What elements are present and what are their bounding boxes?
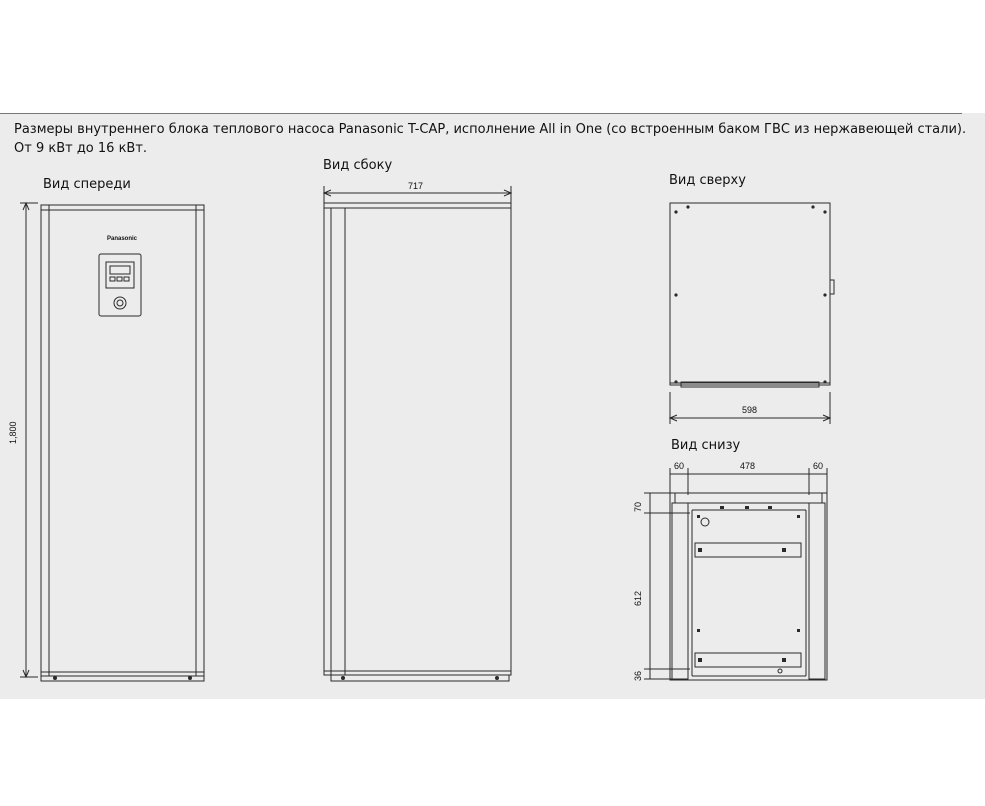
height-dimension-text: 1,800 <box>8 421 18 444</box>
control-panel <box>99 254 141 316</box>
side-foot-right <box>496 677 499 680</box>
bottom-mid-text: 478 <box>740 461 756 471</box>
control-key-1 <box>110 277 115 281</box>
front-foot-left <box>54 677 57 680</box>
control-key-3 <box>124 277 129 281</box>
caption-line-1: Размеры внутреннего блока теплового насоса Panasonic T-CAP, исполнение All in One (со встроенным баком ГВС из нержавеющей стали). <box>14 122 967 137</box>
control-key-2 <box>117 277 122 281</box>
bolt-6 <box>797 629 800 632</box>
side-base <box>331 675 509 681</box>
port-2 <box>745 506 749 509</box>
top-hole-3 <box>811 205 814 208</box>
bolt-3 <box>698 658 702 662</box>
caption-line-2: От 9 кВт до 16 кВт. <box>14 141 148 156</box>
bolt-7 <box>697 515 700 518</box>
bottom-left-leg <box>672 503 688 679</box>
bolt-5 <box>697 629 700 632</box>
brand-logo: Panasonic <box>107 236 138 242</box>
front-foot-right <box>189 677 192 680</box>
bottom-view-label: Вид снизу <box>671 438 741 453</box>
depth-dimension-text: 717 <box>408 181 424 191</box>
top-hole-7 <box>674 380 677 383</box>
front-view-label: Вид спереди <box>43 177 131 192</box>
bottom-span-text: 612 <box>633 590 643 606</box>
control-knob <box>114 297 126 309</box>
top-view <box>670 203 834 424</box>
side-body <box>324 203 511 675</box>
top-hole-6 <box>823 293 826 296</box>
bolt-1 <box>698 548 702 552</box>
bottom-offset-text: 70 <box>633 501 643 512</box>
bolt-8 <box>797 515 800 518</box>
top-view-label: Вид сверху <box>669 173 746 188</box>
bottom-drain-2 <box>778 669 782 673</box>
control-knob-inner <box>117 300 123 306</box>
control-display <box>110 266 130 274</box>
top-body <box>670 203 830 385</box>
bottom-frame <box>670 493 827 680</box>
bottom-drain-port <box>701 518 709 526</box>
top-hole-5 <box>674 293 677 296</box>
width-dimension-text: 598 <box>742 405 758 415</box>
bottom-left-text: 60 <box>674 461 685 471</box>
top-hole-1 <box>674 210 677 213</box>
bolt-4 <box>782 658 786 662</box>
side-foot-left <box>342 677 345 680</box>
top-hole-8 <box>823 380 826 383</box>
port-3 <box>768 506 772 509</box>
top-side-port <box>830 280 834 294</box>
bottom-view <box>644 468 827 680</box>
front-base <box>41 676 204 681</box>
side-view <box>324 186 511 681</box>
front-body <box>41 205 204 676</box>
front-view <box>20 203 204 681</box>
bottom-top-rail <box>675 493 822 503</box>
bottom-base-text: 36 <box>633 670 643 681</box>
top-hole-4 <box>823 210 826 213</box>
port-1 <box>720 506 724 509</box>
bottom-right-text: 60 <box>813 461 824 471</box>
bottom-right-leg <box>809 503 825 679</box>
bolt-2 <box>782 548 786 552</box>
top-hole-2 <box>686 205 689 208</box>
side-view-label: Вид сбоку <box>323 158 393 173</box>
